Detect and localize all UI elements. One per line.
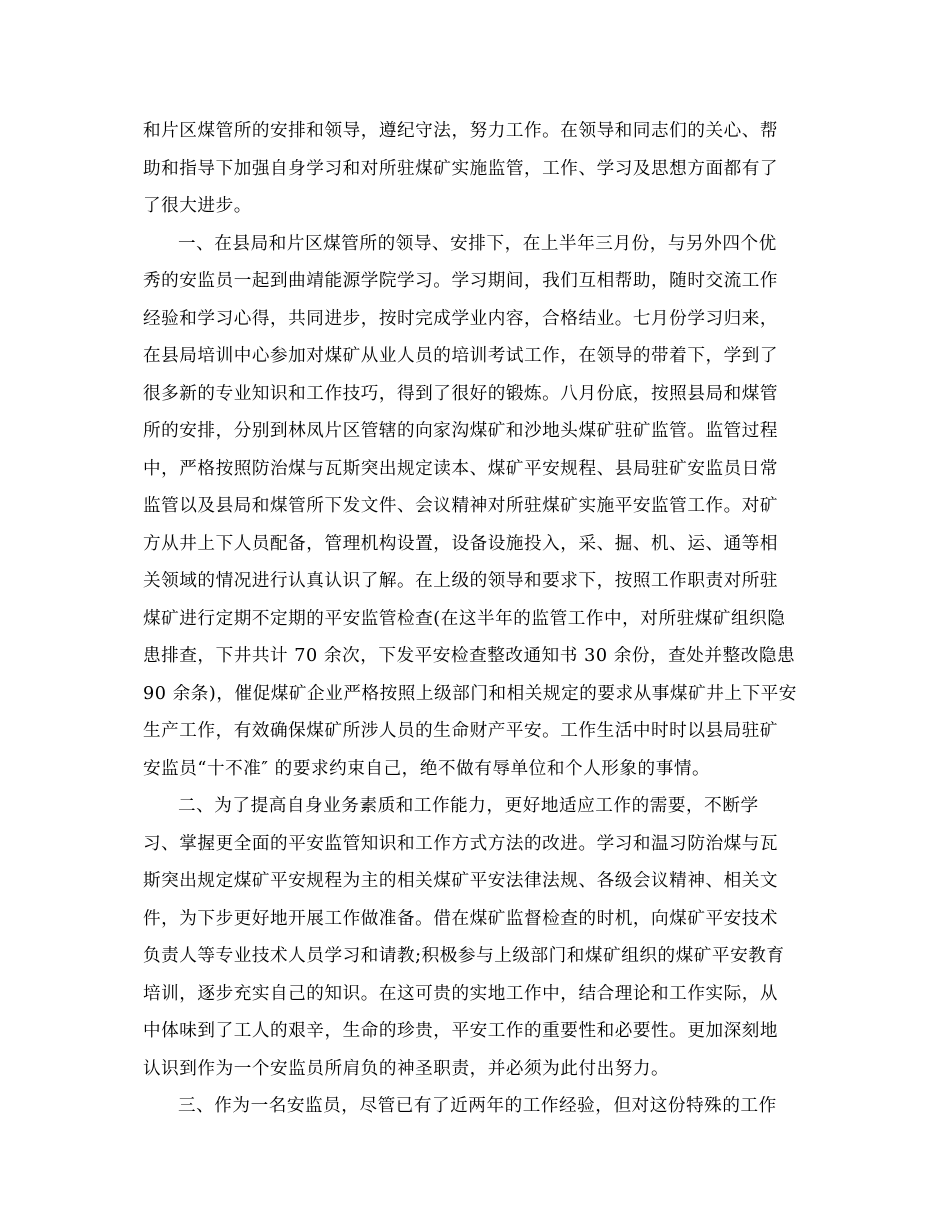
text-line: 方从井上下人员配备，管理机构设置，设备设施投入，采、掘、机、运、通等相: [143, 533, 779, 554]
paragraph-start-line: 三、作为一名安监员，尽管已有了近两年的工作经验，但对这份特殊的工作: [178, 1096, 777, 1116]
text-line: 习、掌握更全面的平安监管知识和工作方式方法的改进。学习和温习防治煤与瓦: [143, 833, 779, 854]
text-line: 件，为下步更好地开展工作做准备。借在煤矿监督检查的时机，向煤矿平安技术: [143, 908, 779, 929]
text-line: 斯突出规定煤矿平安规程为主的相关煤矿平安法律法规、各级会议精神、相关文: [143, 871, 779, 891]
text-line: 认识到作为一个安监员所肩负的神圣职责，并必须为此付出努力。: [143, 1058, 670, 1079]
text-line: 安监员“十不准″ 的要求约束自己，绝不做有辱单位和个人形象的事情。: [143, 758, 711, 779]
text-line: 90 余条)，催促煤矿企业严格按照上级部门和相关规定的要求从事煤矿井上下平安: [143, 683, 797, 704]
paragraph-start-line: 一、在县局和片区煤管所的领导、安排下，在上半年三月份，与另外四个优: [178, 233, 777, 254]
text-line: 很多新的专业知识和工作技巧，得到了很好的锻炼。八月份底，按照县局和煤管: [143, 383, 779, 404]
text-line: 煤矿进行定期不定期的平安监管检查(在这半年的监管工作中，对所驻煤矿组织隐: [143, 608, 786, 629]
text-line: 负责人等专业技术人员学习和请教;积极参与上级部门和煤矿组织的煤矿平安教育: [143, 946, 785, 966]
text-line: 秀的安监员一起到曲靖能源学院学习。学习期间，我们互相帮助，随时交流工作: [143, 271, 779, 291]
text-line: 中，严格按照防治煤与瓦斯突出规定读本、煤矿平安规程、县局驻矿安监员日常: [143, 458, 779, 479]
text-line: 助和指导下加强自身学习和对所驻煤矿实施监管，工作、学习及思想方面都有了: [143, 158, 779, 179]
text-line: 生产工作，有效确保煤矿所涉人员的生命财产平安。工作生活中时时以县局驻矿: [143, 721, 779, 741]
text-line: 中体味到了工人的艰辛，生命的珍贵，平安工作的重要性和必要性。更加深刻地: [143, 1021, 779, 1041]
text-line: 监管以及县局和煤管所下发文件、会议精神对所驻煤矿实施平安监管工作。对矿: [143, 496, 779, 516]
text-line: 所的安排，分别到林凤片区管辖的向家沟煤矿和沙地头煤矿驻矿监管。监管过程: [143, 421, 779, 441]
text-line: 经验和学习心得，共同进步，按时完成学业内容，合格结业。七月份学习归来，: [143, 308, 779, 329]
document-body: [143, 113, 813, 1126]
text-line: 关领域的情况进行认真认识了解。在上级的领导和要求下，按照工作职责对所驻: [143, 571, 779, 591]
text-line: 在县局培训中心参加对煤矿从业人员的培训考试工作，在领导的带着下，学到了: [143, 346, 779, 366]
text-line: 培训，逐步充实自己的知识。在这可贵的实地工作中，结合理论和工作实际，从: [143, 983, 779, 1004]
text-line: 了很大进步。: [143, 196, 252, 216]
text-line: 和片区煤管所的安排和领导，遵纪守法，努力工作。在领导和同志们的关心、帮: [143, 121, 779, 141]
paragraph-start-line: 二、为了提高自身业务素质和工作能力，更好地适应工作的需要，不断学: [178, 796, 759, 816]
text-line: 患排查，下井共计 70 余次，下发平安检查整改通知书 30 余份，查处并整改隐患: [143, 646, 796, 666]
